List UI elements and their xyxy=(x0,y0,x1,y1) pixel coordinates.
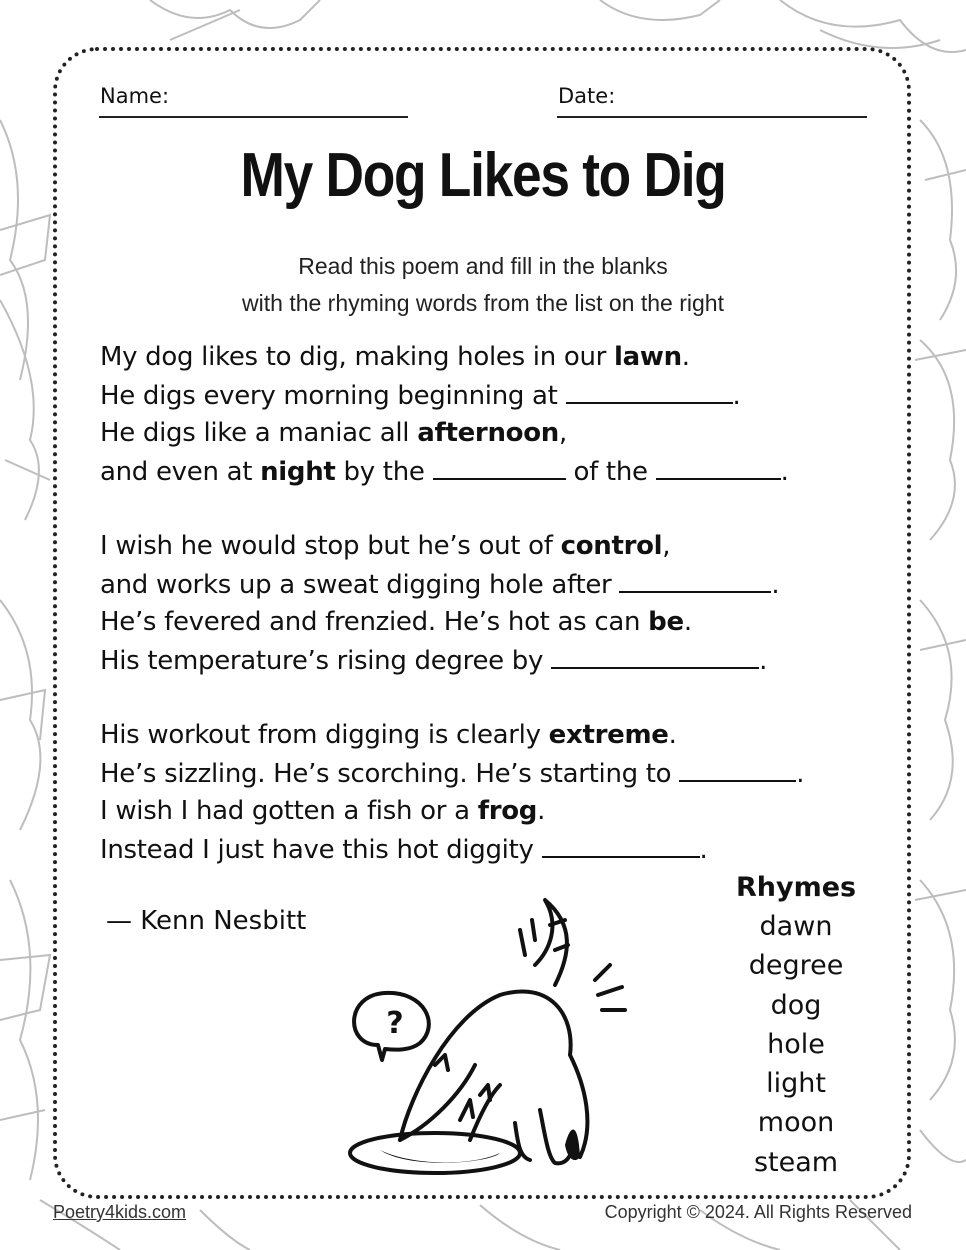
poem-text: and works up a sweat digging hole after xyxy=(100,570,620,600)
name-field[interactable] xyxy=(99,116,408,118)
poem-text: He digs every morning beginning at xyxy=(100,381,566,411)
poem-text: and even at xyxy=(100,457,261,487)
instructions-line-1: Read this poem and fill in the blanks xyxy=(298,253,668,279)
punctuation: , xyxy=(662,531,671,561)
poem xyxy=(100,338,804,868)
poem-text: His workout from digging is clearly xyxy=(100,720,549,750)
stanza-gap xyxy=(100,490,804,527)
poem-text: He’s sizzling. He’s scorching. He’s starting to xyxy=(100,759,680,789)
poem-text: He’s fevered and frenzied. He’s hot as can xyxy=(100,607,649,637)
rhyme-word-item: hole xyxy=(767,1028,825,1060)
hole-icon xyxy=(350,1133,520,1173)
site-link[interactable]: Poetry4kids.com xyxy=(53,1202,187,1222)
poem-text: His temperature’s rising degree by xyxy=(100,646,552,676)
rhyme-word-item: degree xyxy=(748,950,844,982)
poem-text: Instead I just have this hot diggity xyxy=(100,835,542,865)
answer-blank[interactable] xyxy=(679,754,796,782)
date-field[interactable] xyxy=(557,116,867,118)
rhyme-word-item: steam xyxy=(753,1146,839,1178)
rhyme-word-item: light xyxy=(766,1068,826,1100)
poem-line xyxy=(100,603,804,641)
rhyme-word: night xyxy=(260,457,336,487)
rhymes-word-bank xyxy=(736,868,856,1182)
poem-text: He digs like a maniac all xyxy=(100,418,418,448)
rhyme-word-item: dawn xyxy=(759,911,833,942)
dog-digging-illustration xyxy=(340,895,640,1180)
poem-line xyxy=(100,792,804,830)
poem-author: — Kenn Nesbitt xyxy=(106,906,307,936)
punctuation: . xyxy=(780,457,789,487)
name-label: Name: xyxy=(100,84,170,108)
poem-text: I wish I had gotten a fish or a xyxy=(100,796,478,826)
rhyme-word: extreme xyxy=(548,720,669,750)
poem-line xyxy=(100,830,804,868)
poem-line xyxy=(100,527,804,565)
poem-line xyxy=(100,754,804,792)
date-label: Date: xyxy=(558,84,616,108)
answer-blank[interactable] xyxy=(433,452,566,480)
question-mark: ? xyxy=(386,1006,404,1041)
poem-line xyxy=(100,376,804,414)
poem-line xyxy=(100,414,804,452)
punctuation: . xyxy=(681,342,690,372)
poem-line xyxy=(100,338,804,376)
poem-line xyxy=(100,452,804,490)
instructions xyxy=(0,248,966,322)
punctuation: . xyxy=(771,570,780,600)
poem-text: of the xyxy=(565,457,656,487)
punctuation: . xyxy=(759,646,768,676)
rhyme-word: control xyxy=(560,531,663,561)
rhyme-word: be xyxy=(648,607,684,637)
punctuation: . xyxy=(732,381,741,411)
rhyme-word: lawn xyxy=(614,342,682,372)
punctuation: . xyxy=(699,835,708,865)
answer-blank[interactable] xyxy=(551,641,759,669)
instructions-line-2: with the rhyming words from the list on the right xyxy=(242,290,724,316)
poem-line xyxy=(100,565,804,603)
rhyme-word: afternoon xyxy=(417,418,559,448)
answer-blank[interactable] xyxy=(566,376,733,404)
punctuation: . xyxy=(668,720,677,750)
answer-blank[interactable] xyxy=(542,830,700,858)
punctuation: . xyxy=(683,607,692,637)
rhyme-word-item: dog xyxy=(770,989,822,1021)
punctuation: , xyxy=(559,418,567,448)
poem-text: My dog likes to dig, making holes in our xyxy=(100,342,614,372)
copyright-text: Copyright © 2024. All Rights Reserved xyxy=(604,1202,912,1222)
poem-text: I wish he would stop but he’s out of xyxy=(100,531,561,561)
punctuation: . xyxy=(537,796,546,826)
poem-text: by the xyxy=(335,457,433,487)
rhyme-word-item: moon xyxy=(757,1107,835,1139)
poem-line xyxy=(100,716,804,754)
answer-blank[interactable] xyxy=(656,452,781,480)
rhyme-word: frog xyxy=(477,796,538,826)
page-title: My Dog Likes to Dig xyxy=(240,141,726,210)
answer-blank[interactable] xyxy=(619,565,771,593)
punctuation: . xyxy=(796,759,805,789)
poem-line xyxy=(100,641,804,679)
rhymes-heading: Rhymes xyxy=(736,872,857,903)
stanza-gap xyxy=(100,679,804,716)
